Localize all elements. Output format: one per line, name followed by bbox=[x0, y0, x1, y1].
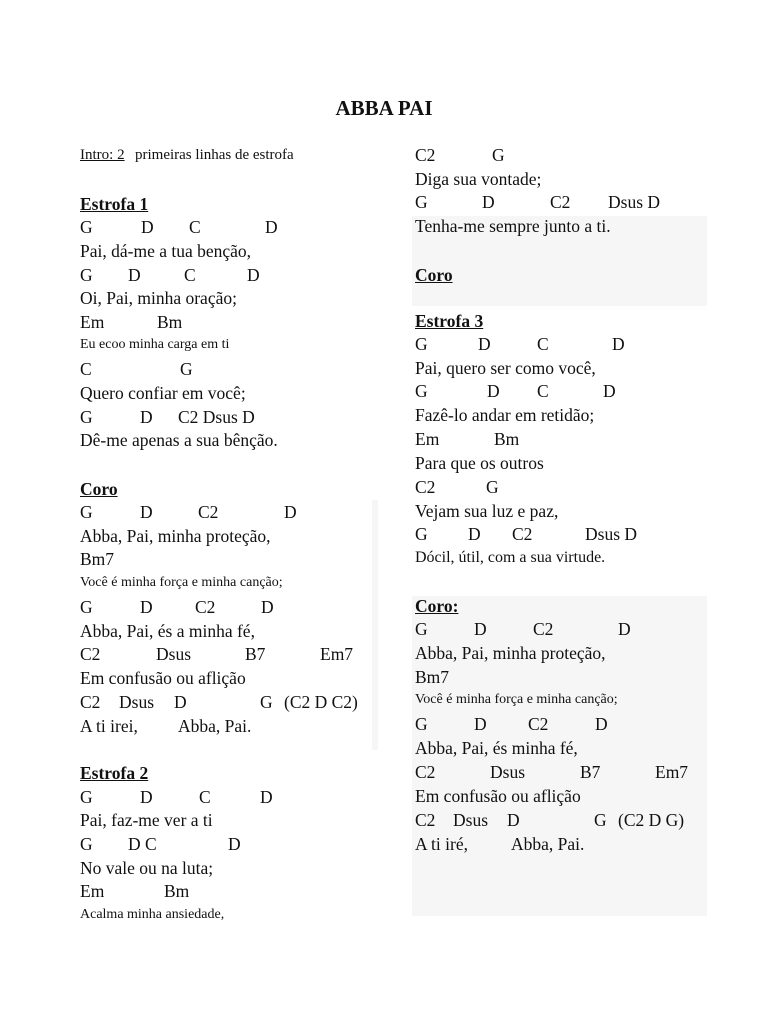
chord-label: D bbox=[265, 217, 278, 237]
chord-label: D bbox=[603, 381, 616, 401]
chord-label: C2 bbox=[512, 524, 533, 544]
lyric-line: Abba, Pai, minha proteção, bbox=[80, 526, 271, 546]
chord-label: G bbox=[80, 502, 93, 522]
section-heading: Estrofa 2 bbox=[80, 763, 149, 783]
chord-label: B7 bbox=[245, 644, 266, 664]
intro-note: primeiras linhas de estrofa bbox=[135, 147, 294, 163]
chord-label: Bm bbox=[157, 312, 183, 332]
chord-label: G bbox=[594, 810, 607, 830]
shade-block bbox=[372, 500, 378, 750]
chord-label: G bbox=[180, 359, 193, 379]
chord-label: G bbox=[415, 714, 428, 734]
lyric-line: Quero confiar em você; bbox=[80, 383, 246, 403]
chord-label: C2 bbox=[528, 714, 549, 734]
chord-label: D bbox=[487, 381, 500, 401]
chord-label: C2 bbox=[80, 692, 101, 712]
chord-label: G bbox=[415, 381, 428, 401]
chord-label: C2 bbox=[80, 644, 101, 664]
chord-label: D bbox=[284, 502, 297, 522]
section-heading: Coro: bbox=[415, 596, 459, 616]
chord-label: G bbox=[80, 265, 93, 285]
chord-label: D bbox=[478, 334, 491, 354]
chord-label: Dsus bbox=[156, 644, 192, 664]
chord-label: D bbox=[141, 217, 154, 237]
chord-label: C2 bbox=[550, 192, 571, 212]
lyric-line: A ti irei, bbox=[80, 716, 138, 736]
lyric-line: (C2 D G) bbox=[618, 810, 685, 830]
section-heading: Estrofa 1 bbox=[80, 194, 149, 214]
chord-label: Em7 bbox=[655, 762, 689, 782]
lyric-line: Abba, Pai, minha proteção, bbox=[415, 643, 606, 663]
lyric-line: Abba, Pai, és minha fé, bbox=[415, 738, 578, 758]
chord-label: C2 bbox=[415, 762, 436, 782]
chord-label: D bbox=[247, 265, 260, 285]
chord-label: D bbox=[474, 619, 487, 639]
chord-label: G bbox=[492, 145, 505, 165]
chord-label: Em bbox=[415, 429, 440, 449]
lyric-line: Em confusão ou aflição bbox=[415, 786, 581, 806]
chord-label: C bbox=[199, 787, 211, 807]
lyric-line: Oi, Pai, minha oração; bbox=[80, 288, 237, 308]
lyric-line: Você é minha força e minha canção; bbox=[415, 692, 618, 707]
chord-label: Dsus bbox=[490, 762, 526, 782]
lyric-line: Abba, Pai. bbox=[511, 834, 585, 854]
lyric-line: Eu ecoo minha carga em ti bbox=[80, 337, 230, 352]
lyric-line: Para que os outros bbox=[415, 453, 544, 473]
chord-label: Dsus D bbox=[585, 524, 638, 544]
chord-label: D bbox=[228, 834, 241, 854]
intro-note: Intro: 2 bbox=[80, 147, 125, 163]
lyric-line: Diga sua vontade; bbox=[415, 169, 542, 189]
lyric-line: Dê-me apenas a sua bênção. bbox=[80, 430, 278, 450]
lyric-line: Dócil, útil, com a sua virtude. bbox=[415, 549, 606, 566]
lyric-line: Abba, Pai. bbox=[178, 716, 252, 736]
chord-label: G bbox=[80, 407, 93, 427]
chord-label: Bm bbox=[164, 881, 190, 901]
chord-label: C2 bbox=[533, 619, 554, 639]
section-heading: Coro bbox=[80, 479, 118, 499]
chord-label: C bbox=[80, 359, 92, 379]
lyric-line: Pai, faz-me ver a ti bbox=[80, 810, 213, 830]
chord-label: G bbox=[80, 834, 93, 854]
chord-label: C bbox=[537, 334, 549, 354]
lyric-line: Vejam sua luz e paz, bbox=[415, 501, 559, 521]
chord-label: D bbox=[507, 810, 520, 830]
chord-label: C2 Dsus D bbox=[178, 407, 255, 427]
section-heading: Coro bbox=[415, 265, 453, 285]
lyric-line: Abba, Pai, és a minha fé, bbox=[80, 621, 255, 641]
chord-label: D bbox=[595, 714, 608, 734]
chord-label: Dsus D bbox=[608, 192, 661, 212]
chord-label: G bbox=[80, 597, 93, 617]
chord-label: B7 bbox=[580, 762, 601, 782]
chord-label: D C bbox=[128, 834, 157, 854]
chord-label: Bm7 bbox=[80, 549, 115, 569]
chord-label: C2 bbox=[198, 502, 219, 522]
chord-label: C2 bbox=[415, 810, 436, 830]
lyric-line: Tenha-me sempre junto a ti. bbox=[415, 216, 611, 236]
chord-label: G bbox=[80, 217, 93, 237]
lyric-line: Em confusão ou aflição bbox=[80, 668, 246, 688]
chord-label: C2 bbox=[195, 597, 216, 617]
chord-label: D bbox=[482, 192, 495, 212]
chord-label: D bbox=[260, 787, 273, 807]
chord-label: D bbox=[140, 787, 153, 807]
chord-label: Em bbox=[80, 312, 105, 332]
chord-label: D bbox=[468, 524, 481, 544]
chord-label: D bbox=[612, 334, 625, 354]
lyric-line: (C2 D C2) bbox=[284, 692, 358, 712]
chord-label: G bbox=[486, 477, 499, 497]
shade-block bbox=[412, 596, 707, 916]
chord-label: G bbox=[415, 334, 428, 354]
chord-label: Em7 bbox=[320, 644, 354, 664]
chord-label: Dsus bbox=[119, 692, 155, 712]
chord-label: D bbox=[140, 597, 153, 617]
chord-label: D bbox=[474, 714, 487, 734]
lyric-line: Pai, dá-me a tua benção, bbox=[80, 241, 252, 261]
lyric-line: Acalma minha ansiedade, bbox=[80, 907, 225, 922]
chord-label: C2 bbox=[415, 477, 436, 497]
chord-label: Bm7 bbox=[415, 667, 450, 687]
chord-label: D bbox=[174, 692, 187, 712]
page-title: ABBA PAI bbox=[335, 96, 433, 120]
chord-label: G bbox=[415, 619, 428, 639]
chord-label: D bbox=[261, 597, 274, 617]
lyric-line: Você é minha força e minha canção; bbox=[80, 575, 283, 590]
chord-label: C bbox=[184, 265, 196, 285]
chord-label: D bbox=[140, 502, 153, 522]
chord-label: A ti iré, bbox=[415, 834, 468, 854]
chord-label: D bbox=[128, 265, 141, 285]
section-heading: Estrofa 3 bbox=[415, 311, 484, 331]
chord-label: D bbox=[140, 407, 153, 427]
chord-label: D bbox=[618, 619, 631, 639]
chord-label: Em bbox=[80, 881, 105, 901]
chord-label: Dsus bbox=[453, 810, 489, 830]
lyric-line: Fazê-lo andar em retidão; bbox=[415, 405, 595, 425]
shade-block bbox=[412, 216, 707, 306]
chord-label: G bbox=[415, 524, 428, 544]
lyric-line: No vale ou na luta; bbox=[80, 858, 214, 878]
chord-label: G bbox=[260, 692, 273, 712]
lyric-line: Pai, quero ser como você, bbox=[415, 358, 596, 378]
chord-label: C bbox=[189, 217, 201, 237]
chord-label: C bbox=[537, 381, 549, 401]
chord-label: Bm bbox=[494, 429, 520, 449]
chord-label: C2 bbox=[415, 145, 436, 165]
chord-label: G bbox=[80, 787, 93, 807]
chord-label: G bbox=[415, 192, 428, 212]
